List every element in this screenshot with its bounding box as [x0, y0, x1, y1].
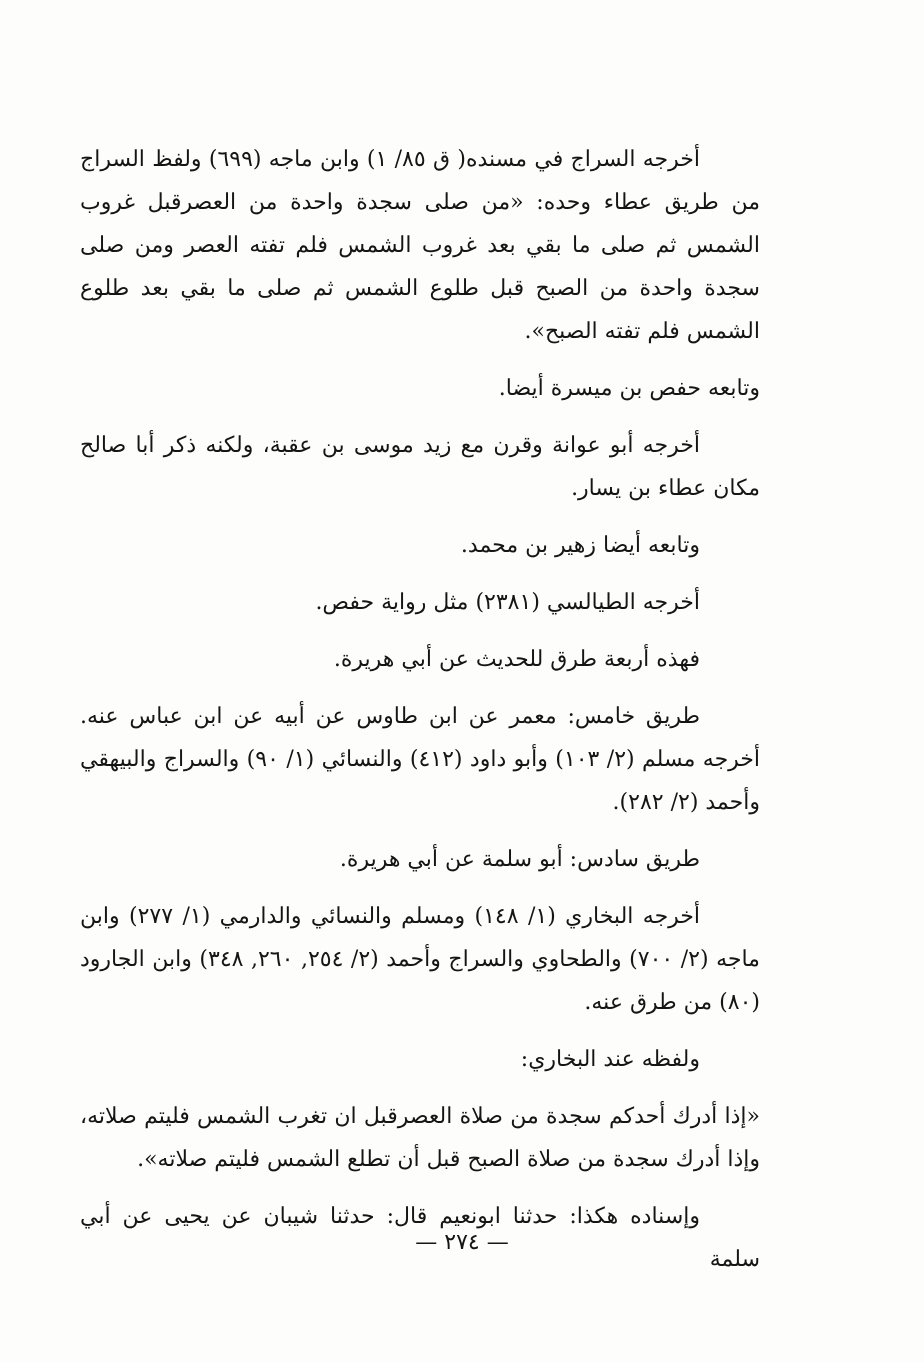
paragraph-tayalisi: أخرجه الطيالسي (٢٣٨١) مثل رواية حفص.: [315, 590, 700, 615]
paragraph-abu-awana: أخرجه أبو عوانة وقرن مع زيد موسى بن عقبة، ولكنه ذكر أبا صالح مكان عطاء بن يسار.: [80, 433, 760, 501]
paragraph-fifth-route: طريق خامس: معمر عن ابن طاوس عن أبيه عن ابن عباس عنه. أخرجه مسلم (٢/ ١٠٣) وأبو داود (٤١٢) والنسائي (١/ ٩٠) والسراج والبيهقي وأحمد (٢/ ٢٨٢).: [80, 704, 761, 815]
paragraph-zuhair-mutaba: وتابعه أيضا زهير بن محمد.: [460, 533, 700, 558]
paragraph-hadith-quote: «إذا أدرك أحدكم سجدة من صلاة العصرقبل ان تغرب الشمس فليتم صلاته، وإذا أدرك سجدة من صلاة الصبح قبل أن تطلع الشمس فليتم صلاته».: [80, 1104, 760, 1172]
paragraph-four-routes: فهذه أربعة طرق للحديث عن أبي هريرة.: [333, 647, 700, 672]
paragraph-isnad: وإسناده هكذا: حدثنا ابونعيم قال: حدثنا شيبان عن يحيى عن أبي سلمة: [80, 1204, 760, 1272]
body-text: [80, 138, 760, 1295]
paragraph-hafs-mutaba: وتابعه حفص بن ميسرة أيضا.: [498, 376, 760, 401]
paragraph-bukhari-takhrij: أخرجه البخاري (١/ ١٤٨) ومسلم والنسائي والدارمي (١/ ٢٧٧) وابن ماجه (٢/ ٧٠٠) والطحاوي والسراج وأحمد (٢/ ٢٥٤, ٢٦٠, ٣٤٨) وابن الجارود (٨٠) من طرق عنه.: [80, 904, 760, 1015]
paragraph-bukhari-wording-intro: ولفظه عند البخاري:: [520, 1047, 700, 1072]
paragraph-sixth-route: طريق سادس: أبو سلمة عن أبي هريرة.: [339, 847, 700, 872]
paragraph-takhrij-siraj: أخرجه السراج في مسنده( ق ٨٥/ ١) وابن ماجه (٦٩٩) ولفظ السراج من طريق عطاء وحده: «من صلى سجدة واحدة من العصرقبل غروب الشمس ثم صلى ما بقي بعد غروب الشمس فلم تفته العصر ومن صلى سجدة واحدة من الصبح قبل طلوع الشمس ثم صلى ما بقي بعد طلوع الشمس فلم تفته الصبح».: [80, 147, 760, 344]
page-number: — ٢٧٤ —: [415, 1230, 509, 1255]
